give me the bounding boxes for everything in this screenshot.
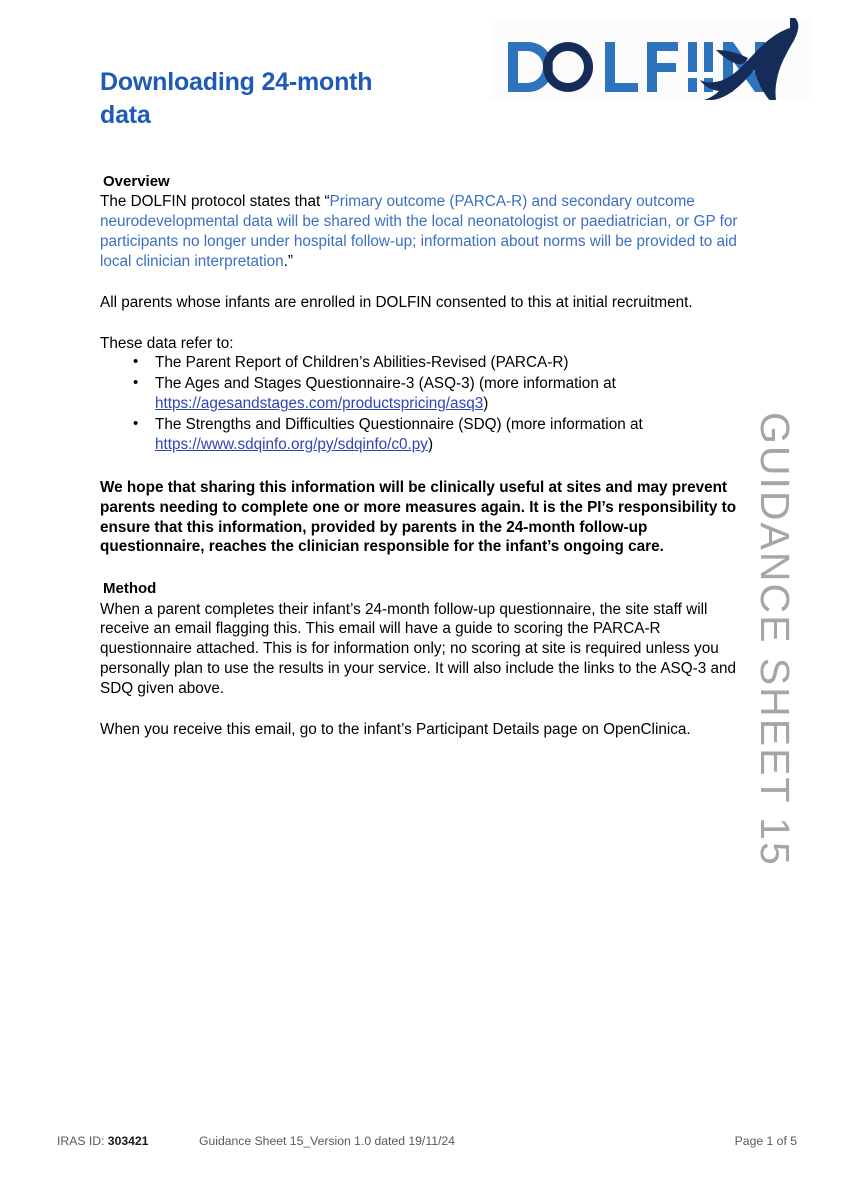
page-title — [100, 66, 470, 132]
list-item — [100, 353, 748, 373]
emphasis-paragraph: We hope that sharing this information will be clinically useful at sites and may prevent parents needing to complete one or more measures again. It is the PI’s responsibility to ensure that this information, provided by parents in the 24-month follow-up questionnaire, reaches the clinician responsible for the infant’s ongoing care. — [100, 478, 737, 556]
footer-iras-value: 303421 — [107, 1134, 149, 1148]
list-item-text-after: ) — [427, 435, 434, 453]
data-refer-intro: These data refer to: — [100, 334, 234, 352]
overview-lead-text: The DOLFIN protocol states that “ — [100, 193, 330, 211]
footer-page-number: Page 1 of 5 — [734, 1134, 797, 1148]
asq3-link[interactable]: https://agesandstages.com/productspricing/asq3 — [155, 395, 484, 413]
consent-paragraph: All parents whose infants are enrolled in DOLFIN consented to this at initial recruitment. — [100, 293, 693, 311]
overview-quote-text: Primary outcome (PARCA-R) and secondary outcome neurodevelopmental data will be shared with the local neonatologist or paediatrician, or GP for participants no longer under hospital follow-up; information about norms will be provided to aid local clinician interpretation — [100, 193, 738, 270]
footer-version: Guidance Sheet 15_Version 1.0 dated 19/11/24 — [199, 1134, 455, 1148]
list-item — [100, 374, 748, 414]
dolfin-logo — [490, 18, 812, 100]
method-heading: Method — [103, 580, 157, 598]
overview-heading: Overview — [103, 173, 170, 190]
list-item-text: The Ages and Stages Questionnaire-3 (ASQ-3) (more information at — [155, 375, 616, 393]
list-item-text: The Strengths and Difficulties Questionnaire (SDQ) (more information at — [155, 416, 643, 434]
document-body — [100, 172, 748, 740]
list-item-text-after: ) — [483, 395, 489, 413]
list-item — [100, 415, 748, 455]
overview-quote-tail: .” — [283, 252, 294, 270]
method-paragraph-2: When you receive this email, go to the infant’s Participant Details page on OpenClinica. — [100, 720, 691, 738]
method-paragraph-1: When a parent completes their infant’s 24-month follow-up questionnaire, the site staff will receive an email flagging this. This email will have a guide to scoring the PARCA-R questionnaire attached. This is for information only; no scoring at site is required unless you personally plan to use the results in your service. It will also include the links to the ASQ-3 and SDQ given above. — [100, 600, 737, 697]
page-footer — [57, 1134, 797, 1154]
page-title-line2: data — [100, 101, 151, 129]
page-title-line1: Downloading 24-month — [100, 68, 373, 96]
guidance-sheet-vertical-label: GUIDANCE SHEET 15 — [752, 412, 798, 867]
data-source-list — [100, 353, 748, 454]
list-item-text: The Parent Report of Children’s Abilities-Revised (PARCA-R) — [155, 354, 569, 372]
dolfin-logo-graphic — [490, 18, 812, 100]
overview-protocol-paragraph — [100, 192, 748, 272]
footer-iras — [57, 1134, 148, 1148]
sdq-link[interactable]: https://www.sdqinfo.org/py/sdqinfo/c0.py — [155, 435, 428, 453]
footer-iras-label: IRAS ID: — [57, 1134, 105, 1148]
